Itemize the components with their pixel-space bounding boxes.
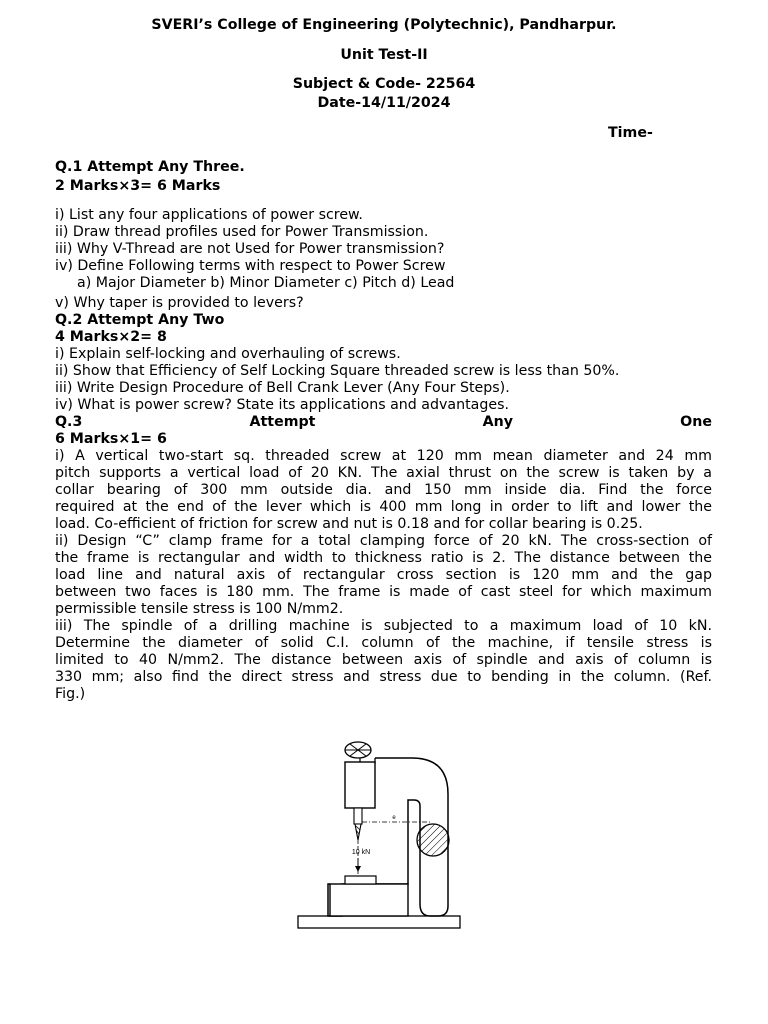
q3-p2-line: permissible tensile stress is 100 N/mm2. [55, 601, 344, 617]
spindle-head [345, 762, 375, 808]
college-name: SVERI’s College of Engineering (Polytechnic), Pandharpur. [151, 17, 617, 33]
exam-date: Date-14/11/2024 [317, 95, 451, 111]
q3-p1-line: required at the end of the lever which is 400 mm long in order to lift and lower the [55, 499, 712, 515]
dimension-label: e [392, 815, 396, 821]
q3-title-word: Attempt [249, 414, 316, 430]
test-title: Unit Test-II [340, 47, 428, 63]
q1-item: iii) Why V-Thread are not Used for Power transmission? [55, 241, 445, 257]
q2-item: iii) Write Design Procedure of Bell Crank Lever (Any Four Steps). [55, 380, 510, 396]
subject-code: Subject & Code- 22564 [292, 76, 476, 92]
q3-p1-line: load. Co-efficient of friction for screw and nut is 0.18 and for collar bearing is 0.25. [55, 516, 643, 532]
q2-marks: 4 Marks×2= 8 [55, 329, 167, 345]
q1-item: i) List any four applications of power screw. [55, 207, 363, 223]
q3-title-word: One [680, 414, 712, 430]
q3-p2-line: the frame is rectangular and width to thickness ratio is 2. The distance between the [55, 550, 712, 566]
q3-p1-line: pitch supports a vertical load of 20 KN. The axial thrust on the screw is taken by a [55, 465, 712, 481]
workpiece [345, 876, 376, 884]
q1-marks: 2 Marks×3= 6 Marks [55, 178, 221, 194]
q2-item: ii) Show that Efficiency of Self Locking Square threaded screw is less than 50%. [55, 363, 620, 379]
base-plate [298, 916, 460, 928]
q3-p2-line: load line and natural axis of rectangular cross section is 120 mm and the gap [55, 567, 712, 583]
q3-p1-line: i) A vertical two-start sq. threaded screw at 120 mm mean diameter and 24 mm [55, 448, 712, 464]
q3-p3-line: Fig.) [55, 686, 86, 702]
q3-p2-line: between two faces is 180 mm. The frame is made of cast steel for which maximum [55, 584, 712, 600]
q3-p3-line: 330 mm; also find the direct stress and stress due to bending in the column. (Ref. [55, 669, 712, 685]
work-table [330, 884, 408, 916]
q2-item: iv) What is power screw? State its applications and advantages. [55, 397, 509, 413]
q1-subitem: a) Major Diameter b) Minor Diameter c) Pitch d) Lead [77, 275, 455, 291]
q1-item: v) Why taper is provided to levers? [55, 295, 304, 311]
q3-title-word: Q.3 [55, 414, 83, 430]
column-section [417, 824, 449, 856]
q3-p3-line: Determine the diameter of solid C.I. column of the machine, if tensile stress is [55, 635, 712, 651]
q3-p1-line: collar bearing of 300 mm outside dia. and 150 mm inside dia. Find the force [55, 482, 712, 498]
exam-time: Time- [608, 125, 653, 141]
load-label: 10 kN [351, 849, 371, 856]
q3-p3-line: limited to 40 N/mm2. The distance between axis of spindle and axis of column is [55, 652, 712, 668]
q3-title [55, 414, 712, 431]
q2-item: i) Explain self-locking and overhauling of screws. [55, 346, 401, 362]
q3-marks: 6 Marks×1= 6 [55, 431, 167, 447]
q1-title: Q.1 Attempt Any Three. [55, 159, 245, 175]
q3-p3-line: iii) The spindle of a drilling machine is subjected to a maximum load of 10 kN. [55, 618, 712, 634]
q3-p2-line: ii) Design “C” clamp frame for a total clamping force of 20 kN. The cross-section of [55, 533, 712, 549]
q1-item: iv) Define Following terms with respect to Power Screw [55, 258, 446, 274]
drilling-machine-figure [270, 734, 500, 934]
q1-item: ii) Draw thread profiles used for Power Transmission. [55, 224, 429, 240]
q3-title-word: Any [482, 414, 513, 430]
q2-title: Q.2 Attempt Any Two [55, 312, 225, 328]
drill-bit [355, 824, 361, 840]
